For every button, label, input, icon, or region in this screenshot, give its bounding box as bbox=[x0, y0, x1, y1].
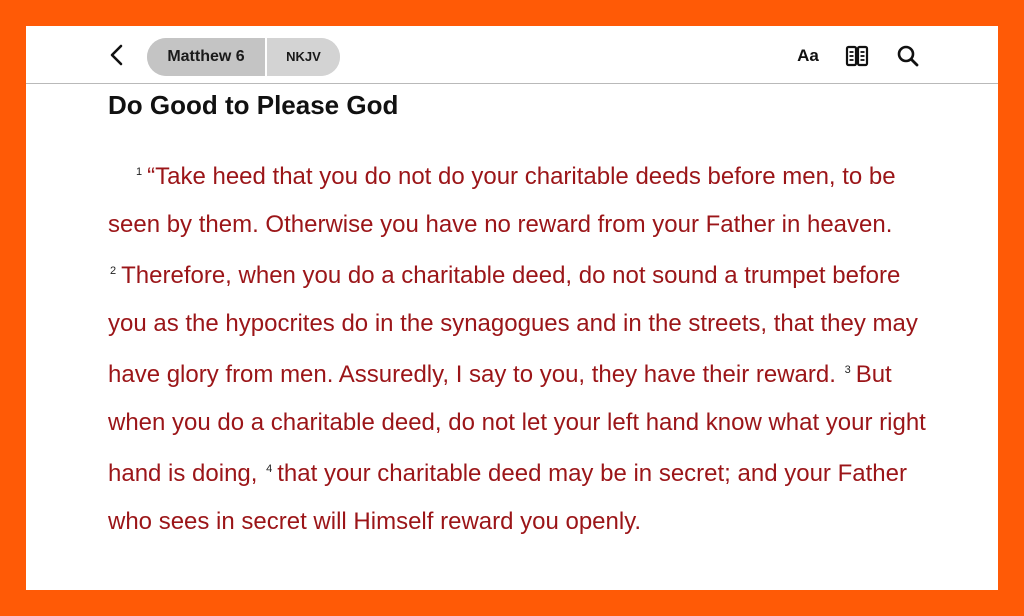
search-button[interactable] bbox=[895, 43, 921, 69]
bible-reader-screen bbox=[26, 26, 998, 590]
passage-text bbox=[108, 149, 938, 545]
back-button[interactable] bbox=[104, 42, 130, 68]
verse-number[interactable]: 1 bbox=[136, 166, 143, 178]
reference-selector bbox=[147, 38, 340, 76]
search-icon bbox=[895, 43, 921, 69]
book-chapter-button[interactable]: Matthew 6 bbox=[147, 38, 265, 76]
top-toolbar bbox=[26, 26, 998, 84]
parallel-bible-icon bbox=[844, 43, 870, 69]
verse-text[interactable]: Therefore, when you do a charitable deed, do not sound a trumpet before you as the hypocrites do in the synagogues and in the streets, that they may have glory from men. Assuredly, I say to you, they have their reward. bbox=[108, 262, 918, 388]
verse-number[interactable]: 2 bbox=[110, 265, 117, 277]
verse-text[interactable]: “Take heed that you do not do your charitable deeds before men, to be seen by them. Otherwise you have no reward from your Father in heaven. bbox=[108, 163, 896, 238]
section-heading: Do Good to Please God bbox=[108, 90, 399, 120]
verse-text[interactable]: that your charitable deed may be in secret; and your Father who sees in secret will Himself reward you openly. bbox=[108, 460, 907, 535]
parallel-bible-button[interactable] bbox=[844, 43, 870, 69]
verse-text[interactable]: But when you do a charitable deed, do not let your left hand know what your right hand is doing, bbox=[108, 361, 926, 487]
chevron-left-icon bbox=[104, 42, 130, 68]
verse-number[interactable]: 4 bbox=[266, 463, 273, 475]
font-settings-button[interactable]: Aa bbox=[797, 46, 819, 65]
verse-number[interactable]: 3 bbox=[844, 364, 851, 376]
version-button[interactable]: NKJV bbox=[267, 38, 340, 76]
